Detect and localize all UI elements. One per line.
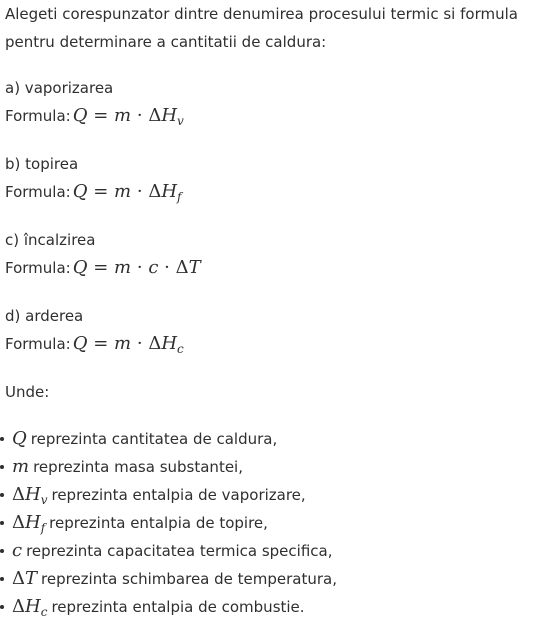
option-label: c) încalzirea bbox=[5, 231, 96, 249]
option-label: a) vaporizarea bbox=[5, 79, 114, 97]
where-label: Unde: bbox=[5, 383, 50, 401]
option-a bbox=[5, 74, 535, 130]
bullet-icon bbox=[0, 549, 4, 553]
formula-label: Formula: bbox=[5, 259, 71, 277]
definition-text: reprezinta capacitatea termica specifica, bbox=[26, 542, 333, 560]
definition-text: reprezinta schimbarea de temperatura, bbox=[41, 570, 338, 588]
symbol: $\Delta H_c$ bbox=[12, 596, 48, 619]
intro-text: Alegeti corespunzator dintre denumirea procesului termic si formula pentru determinare a cantitatii de caldura: bbox=[5, 5, 518, 51]
formula-line bbox=[5, 330, 535, 358]
list-item bbox=[0, 425, 545, 453]
formula-math: $Q = m \cdot \Delta H_f$ bbox=[72, 181, 182, 204]
symbol: c bbox=[12, 540, 23, 561]
bullet-icon bbox=[0, 605, 4, 609]
list-item bbox=[0, 593, 545, 621]
formula-line bbox=[5, 254, 535, 282]
symbol: ΔT bbox=[12, 568, 38, 589]
symbol: m bbox=[12, 456, 30, 477]
formula-math: $Q = m \cdot \Delta H_c$ bbox=[72, 333, 184, 356]
bullet-icon bbox=[0, 521, 4, 525]
symbol: Q bbox=[12, 428, 27, 449]
bullet-icon bbox=[0, 437, 4, 441]
option-label: d) arderea bbox=[5, 307, 84, 325]
list-item bbox=[0, 481, 545, 509]
formula-math: $Q = m \cdot \Delta H_v$ bbox=[72, 105, 184, 128]
definitions-list bbox=[0, 425, 545, 621]
bullet-icon bbox=[0, 577, 4, 581]
definition-text: reprezinta masa substantei, bbox=[33, 458, 243, 476]
list-item bbox=[0, 509, 545, 537]
definition-text: reprezinta entalpia de topire, bbox=[49, 514, 268, 532]
formula-line bbox=[5, 102, 535, 130]
formula-label: Formula: bbox=[5, 335, 71, 353]
option-c bbox=[5, 226, 535, 282]
option-label: b) topirea bbox=[5, 155, 79, 173]
list-item bbox=[0, 565, 545, 593]
formula-label: Formula: bbox=[5, 183, 71, 201]
formula-math: Q = m · c · ΔT bbox=[72, 257, 201, 278]
definition-text: reprezinta entalpia de combustie. bbox=[51, 598, 305, 616]
definition-text: reprezinta entalpia de vaporizare, bbox=[51, 486, 306, 504]
definition-text: reprezinta cantitatea de caldura, bbox=[30, 430, 278, 448]
list-item bbox=[0, 453, 545, 481]
bullet-icon bbox=[0, 465, 4, 469]
formula-line bbox=[5, 178, 535, 206]
symbol: $\Delta H_f$ bbox=[12, 512, 46, 535]
option-b bbox=[5, 150, 535, 206]
option-d bbox=[5, 302, 535, 358]
list-item bbox=[0, 537, 545, 565]
formula-label: Formula: bbox=[5, 107, 71, 125]
symbol: $\Delta H_v$ bbox=[12, 484, 48, 507]
bullet-icon bbox=[0, 493, 4, 497]
